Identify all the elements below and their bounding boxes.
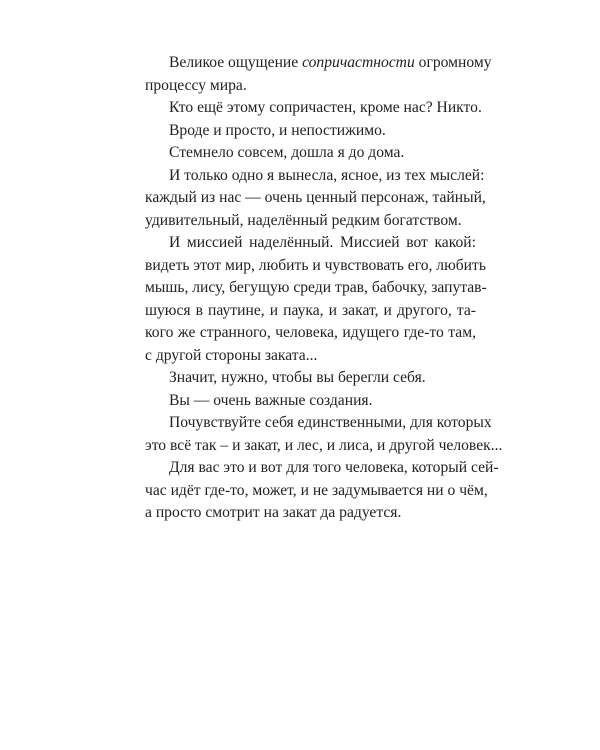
text-line: И миссией наделённый. Миссией вот какой: xyxy=(169,234,476,251)
text-line: процессу мира. xyxy=(145,76,247,94)
paragraph xyxy=(121,97,482,120)
text-line: это всё так – и закат, и лес, и лиса, и другой человек... xyxy=(145,436,503,454)
paragraph xyxy=(121,412,503,457)
text-line: И только одно я вынесла, ясное, из тех мыслей: xyxy=(169,166,485,184)
text-line: Для вас это и вот для того человека, который сей- xyxy=(169,459,499,476)
text-line: Почувствуйте себя единственными, для которых xyxy=(169,414,492,431)
paragraph xyxy=(121,142,476,165)
paragraph xyxy=(121,232,487,367)
text-line: мышь, лису, бегущую среди трав, бабочку, запутав- xyxy=(145,279,487,296)
emphasis-text: сопричастности xyxy=(302,54,415,71)
text-line: каждый из нас — очень ценный персонаж, тайный, xyxy=(145,189,486,206)
text-body xyxy=(121,52,503,525)
paragraph xyxy=(121,457,499,525)
text-line: Вы — очень важные создания. xyxy=(169,391,373,409)
text-line: Вроде и просто, и непостижимо. xyxy=(169,121,386,139)
text-line: а просто смотрит на закат да радуется. xyxy=(145,504,402,521)
paragraph xyxy=(121,52,492,97)
text-line: с другой стороны заката... xyxy=(145,346,318,364)
text-line: кого же странного, человека, идущего где-то там, xyxy=(145,324,476,341)
text-line: Великое ощущение сопричастности огромному xyxy=(169,54,492,71)
paragraph xyxy=(121,367,476,390)
text-line: удивительный, наделённый редким богатством. xyxy=(145,211,462,229)
text-line: Кто ещё этому сопричастен, кроме нас? Никто. xyxy=(169,99,482,116)
text-line: Значит, нужно, чтобы вы берегли себя. xyxy=(169,369,426,386)
text-line: шуюся в паутине, и паука, и закат, и другого, та- xyxy=(145,301,476,319)
text-line: час идёт где-то, может, и не задумывается ни о чём, xyxy=(145,481,488,499)
paragraph xyxy=(121,165,486,233)
text-line: видеть этот мир, любить и чувствовать его, любить xyxy=(145,256,486,274)
paragraph xyxy=(121,390,476,413)
paragraph xyxy=(121,120,476,143)
text-line: Стемнело совсем, дошла я до дома. xyxy=(169,144,405,161)
